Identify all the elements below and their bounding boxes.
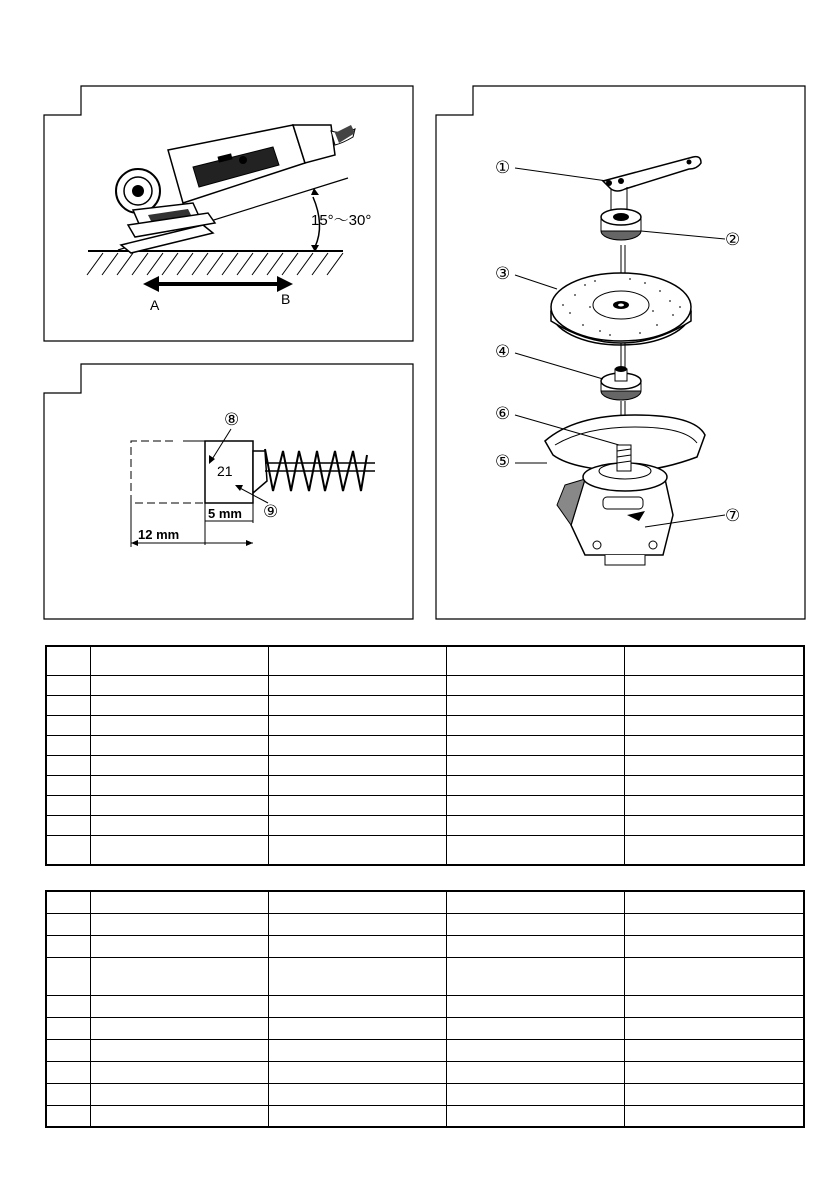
table-cell xyxy=(46,1105,90,1127)
table-cell xyxy=(268,815,446,835)
table-cell xyxy=(268,795,446,815)
table-cell xyxy=(446,835,624,865)
table-row xyxy=(46,815,804,835)
table-cell xyxy=(446,995,624,1017)
table-cell xyxy=(90,835,268,865)
table-cell xyxy=(624,1105,804,1127)
table-cell xyxy=(268,755,446,775)
table-row xyxy=(46,755,804,775)
table-cell xyxy=(46,676,90,696)
table-row xyxy=(46,716,804,736)
table-cell xyxy=(268,716,446,736)
table-cell xyxy=(90,795,268,815)
table-cell xyxy=(624,736,804,756)
table-cell xyxy=(46,716,90,736)
table-cell xyxy=(446,913,624,935)
table-cell xyxy=(46,935,90,957)
table-row xyxy=(46,891,804,913)
table-cell xyxy=(90,716,268,736)
table-cell xyxy=(446,696,624,716)
figure-carbon-brush xyxy=(43,363,415,621)
table-cell xyxy=(268,935,446,957)
callout-4: ④ xyxy=(495,342,511,361)
table-cell xyxy=(268,696,446,716)
table-cell xyxy=(46,995,90,1017)
dim-12mm: 12 mm xyxy=(138,527,180,542)
table-cell xyxy=(90,646,268,676)
table-cell xyxy=(268,1017,446,1039)
table-row xyxy=(46,935,804,957)
table-cell xyxy=(46,1083,90,1105)
table-cell xyxy=(90,736,268,756)
table-cell xyxy=(624,957,804,995)
table-cell xyxy=(624,995,804,1017)
brush-spring xyxy=(265,449,367,491)
table-cell xyxy=(446,646,624,676)
table-cell xyxy=(46,696,90,716)
table-cell xyxy=(268,676,446,696)
table-cell xyxy=(624,891,804,913)
table-cell xyxy=(90,1017,268,1039)
table-cell xyxy=(446,815,624,835)
callout-8: ⑧ xyxy=(224,410,240,429)
table-row xyxy=(46,835,804,865)
table-cell xyxy=(90,957,268,995)
table-cell xyxy=(268,995,446,1017)
table-cell xyxy=(446,676,624,696)
callout-3: ③ xyxy=(495,264,511,283)
table-cell xyxy=(268,646,446,676)
table-cell xyxy=(46,891,90,913)
table-row xyxy=(46,775,804,795)
table-row xyxy=(46,1061,804,1083)
table-cell xyxy=(446,957,624,995)
arrow-label-b: B xyxy=(281,291,291,307)
angle-label: 15°～30° xyxy=(311,212,372,229)
table-cell xyxy=(46,1061,90,1083)
table-cell xyxy=(90,696,268,716)
parts-table-1 xyxy=(45,645,805,866)
table-cell xyxy=(624,795,804,815)
table-cell xyxy=(446,755,624,775)
table-cell xyxy=(446,795,624,815)
table-row xyxy=(46,913,804,935)
table-cell xyxy=(46,957,90,995)
table-cell xyxy=(46,815,90,835)
table-cell xyxy=(90,1061,268,1083)
table-row xyxy=(46,646,804,676)
table-cell xyxy=(624,835,804,865)
table-cell xyxy=(90,755,268,775)
ground-hatch xyxy=(87,253,343,275)
table-cell xyxy=(90,913,268,935)
lock-nut xyxy=(601,209,641,240)
table-row xyxy=(46,1017,804,1039)
table-row xyxy=(46,676,804,696)
table-cell xyxy=(624,716,804,736)
table-cell xyxy=(268,1039,446,1061)
table-cell xyxy=(46,913,90,935)
table-row xyxy=(46,795,804,815)
table-cell xyxy=(624,696,804,716)
table-cell xyxy=(46,1017,90,1039)
table-cell xyxy=(90,775,268,795)
callout-6: ⑥ xyxy=(495,404,511,423)
table-cell xyxy=(268,736,446,756)
table-cell xyxy=(446,1039,624,1061)
table-cell xyxy=(446,1061,624,1083)
callout-5: ⑤ xyxy=(495,452,511,471)
grinding-wheel xyxy=(551,273,691,345)
arrow-label-a: A xyxy=(150,297,160,313)
table-cell xyxy=(90,1105,268,1127)
table-cell xyxy=(268,891,446,913)
table-cell xyxy=(268,1061,446,1083)
table-cell xyxy=(446,775,624,795)
wrench-illustration xyxy=(603,157,701,213)
table-cell xyxy=(446,1017,624,1039)
table-cell xyxy=(90,1039,268,1061)
table-cell xyxy=(268,1105,446,1127)
table-cell xyxy=(46,1039,90,1061)
table-cell xyxy=(268,775,446,795)
table-cell xyxy=(624,935,804,957)
table-cell xyxy=(46,646,90,676)
table-cell xyxy=(624,646,804,676)
table-cell xyxy=(46,736,90,756)
callout-1: ① xyxy=(495,158,511,177)
callout-2: ② xyxy=(725,230,741,249)
table-cell xyxy=(268,835,446,865)
figure-grinding-angle xyxy=(43,85,415,343)
table-row xyxy=(46,1039,804,1061)
table-cell xyxy=(624,815,804,835)
table-cell xyxy=(46,835,90,865)
table-cell xyxy=(624,1039,804,1061)
brush-number: 21 xyxy=(217,463,233,479)
table-cell xyxy=(624,1083,804,1105)
table-row xyxy=(46,957,804,995)
table-cell xyxy=(446,1083,624,1105)
table-cell xyxy=(90,815,268,835)
table-cell xyxy=(624,755,804,775)
table-cell xyxy=(446,935,624,957)
table-cell xyxy=(46,775,90,795)
table-cell xyxy=(90,935,268,957)
table-cell xyxy=(90,995,268,1017)
table-cell xyxy=(268,913,446,935)
table-row xyxy=(46,1083,804,1105)
dim-5mm: 5 mm xyxy=(208,506,242,521)
table-cell xyxy=(46,795,90,815)
table-cell xyxy=(90,676,268,696)
table-cell xyxy=(624,913,804,935)
table-cell xyxy=(624,676,804,696)
table-cell xyxy=(624,1061,804,1083)
table-cell xyxy=(268,957,446,995)
table-row xyxy=(46,736,804,756)
table-cell xyxy=(446,891,624,913)
table-cell xyxy=(46,755,90,775)
table-cell xyxy=(90,891,268,913)
table-row xyxy=(46,1105,804,1127)
callout-7: ⑦ xyxy=(725,506,741,525)
table-cell xyxy=(268,1083,446,1105)
table-row xyxy=(46,696,804,716)
table-cell xyxy=(90,1083,268,1105)
table-cell xyxy=(446,716,624,736)
callout-9: ⑨ xyxy=(263,502,279,521)
table-cell xyxy=(624,775,804,795)
table-cell xyxy=(624,1017,804,1039)
parts-table-2 xyxy=(45,890,805,1128)
table-row xyxy=(46,995,804,1017)
figure-wheel-assembly xyxy=(435,85,807,621)
wheel-washer xyxy=(601,366,641,400)
table-cell xyxy=(446,1105,624,1127)
table-cell xyxy=(446,736,624,756)
